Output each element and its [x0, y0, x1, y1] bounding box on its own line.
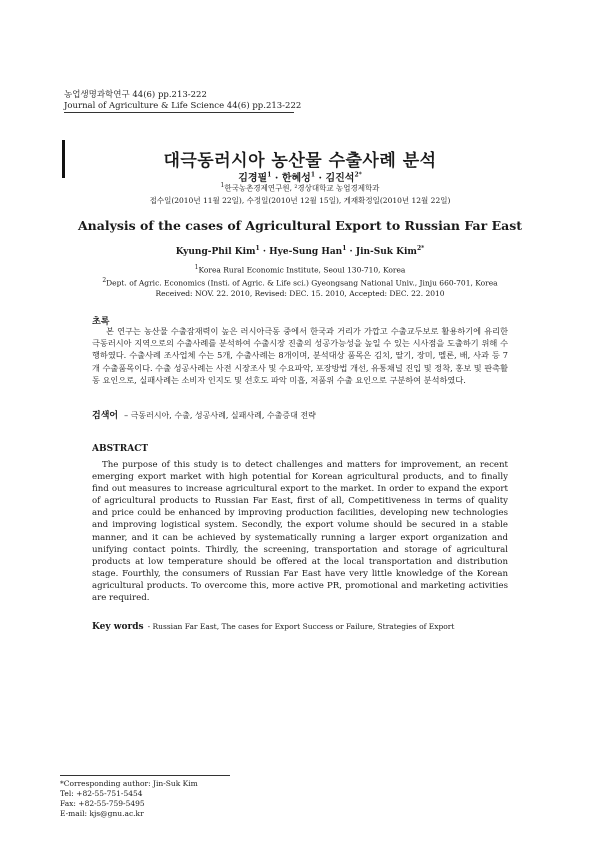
affiliation-text: Dept. of Agric. Economics (Insti. of Agric. & Life sci.) Gyeongsang National Univ., Jinju 660-701, Korea — [106, 278, 498, 288]
abstract-korean-body: 본 연구는 농산물 수출잠재력이 높은 러시아극동 중에서 한국과 거리가 가깝고 수출교두보로 활용하기에 유리한 극동러시아 지역으로의 수출사례를 분석하여 수출시장 진출의 성공가능성을 높일 수 있는 시사점을 도출하기 위해 수행하였다. 수출사례 조사업체 수는 5개, 수출사례는 8개이며, 분석대상 품목은 김치, 딸기, 장미, 멜론, 배, 사과 등 7개 수출품목이다. 수출 성공사례는 사전 시장조사 및 수요파악, 포장방법 개선, 유통채널 진입 및 정착, 홍보 및 판촉활동 요인으로, 실패사례는 소비자 인지도 및 선호도 파악 미흡, 저품위 수출 요인으로 구분하여 분석하였다. — [92, 326, 508, 385]
footnote-divider — [60, 775, 230, 776]
corresponding-author: *Corresponding author: Jin-Suk Kim — [60, 779, 198, 788]
author-sup: 1 — [310, 171, 316, 179]
dates-korean: 접수일(2010년 11월 22일), 수정일(2010년 12월 15일), 게재확정일(2010년 12월 22일) — [149, 196, 451, 205]
footnote-tel: Tel: +82-55-751-5454 — [60, 789, 143, 798]
keywords-label: 검색어 — [92, 411, 119, 421]
author-name: 김진석 — [325, 173, 355, 184]
received-dates: Received: NOV. 22. 2010, Revised: DEC. 15. 2010, Accepted: DEC. 22. 2010 — [155, 289, 445, 298]
author-name: Hye-Sung Han — [269, 247, 343, 257]
author-sup: 1 — [267, 171, 272, 179]
abstract-english-heading: ABSTRACT — [92, 444, 149, 454]
journal-header-korean: 농업생명과학연구 44(6) pp.213-222 — [64, 90, 207, 100]
author-name: 한혜성 — [281, 173, 311, 184]
affiliation-text: Korea Rural Economic Institute, Seoul 130-710, Korea — [198, 265, 406, 275]
author-sup: 2* — [416, 245, 425, 252]
affiliation-text: 한국농촌경제연구원, ²경상대학교 농업경제학과 — [224, 183, 380, 193]
affiliation-sup: 1 — [194, 264, 199, 271]
paper-title-korean: 대극동러시아 농산물 수출사례 분석 — [163, 151, 437, 171]
author-sup: 1 — [342, 245, 347, 252]
footnote — [60, 779, 198, 819]
journal-header — [64, 90, 301, 112]
affiliation-line-1 — [0, 263, 600, 276]
author-sup: 2* — [354, 171, 362, 179]
keywords-text: – 극동러시아, 수출, 성공사례, 실패사례, 수출증대 전략 — [124, 411, 316, 420]
affiliations-korean — [0, 182, 600, 194]
abstract-english-body: The purpose of this study is to detect challenges and matters for improvement, an recent emerging export market with high potential for Korean agricultural products, and to finally find out measures to increase agricultural export to the market. In order to expand the export of agricultural products to Russian Far East, first of all, Competitiveness in terms of quality and price could be enhanced by improving production facilities, developing new technologies and improving logistical system. Secondly, the export volume should be secured in a stable manner, and it can be achieved by systematically running a larger export organization and unifying contact points. Thirdly, the screening, transportation and storage of agricultural products at low temperature should be offered at the local transportation and distribution stage. Fourthly, the consumers of Russian Far East have very little knowledge of the Korean agricultural products. To overcome this, more active PR, promotional and marketing activities are required. — [92, 460, 508, 604]
affiliation-sup: 1 — [220, 182, 225, 189]
keywords-label: Key words — [92, 622, 144, 632]
journal-header-english: Journal of Agriculture & Life Science 44(6) pp.213-222 — [64, 101, 302, 111]
author-name: 김경필 — [238, 173, 268, 184]
authors-korean: 김경필$^1$ · 한혜성$^1$ · 김진석$^{2*}$ — [238, 171, 362, 184]
affiliations-english — [0, 263, 600, 300]
affiliation-line-2 — [0, 276, 600, 289]
authors-english: Kyung-Phil Kim$^1$ · Hye-Sung Han$^1$ · Jin-Suk Kim$^{2*}$ — [175, 245, 425, 257]
author-name: Kyung-Phil Kim — [175, 247, 256, 257]
abstract-korean-heading: 초록 — [92, 317, 110, 327]
keywords-korean — [92, 408, 316, 421]
keywords-text: - Russian Far East, The cases for Export Success or Failure, Strategies of Export — [147, 622, 455, 631]
header-divider — [64, 112, 294, 113]
affiliation-sup: 2 — [102, 277, 107, 284]
footnote-fax: Fax: +82-55-759-5495 — [60, 799, 145, 808]
paper-title-english: Analysis of the cases of Agricultural Export to Russian Far East — [77, 218, 523, 233]
author-name: Jin-Suk Kim — [355, 247, 417, 257]
footnote-email: E-mail: kjs@gnu.ac.kr — [60, 809, 144, 818]
keywords-english — [92, 622, 454, 632]
author-sup: 1 — [255, 245, 260, 252]
